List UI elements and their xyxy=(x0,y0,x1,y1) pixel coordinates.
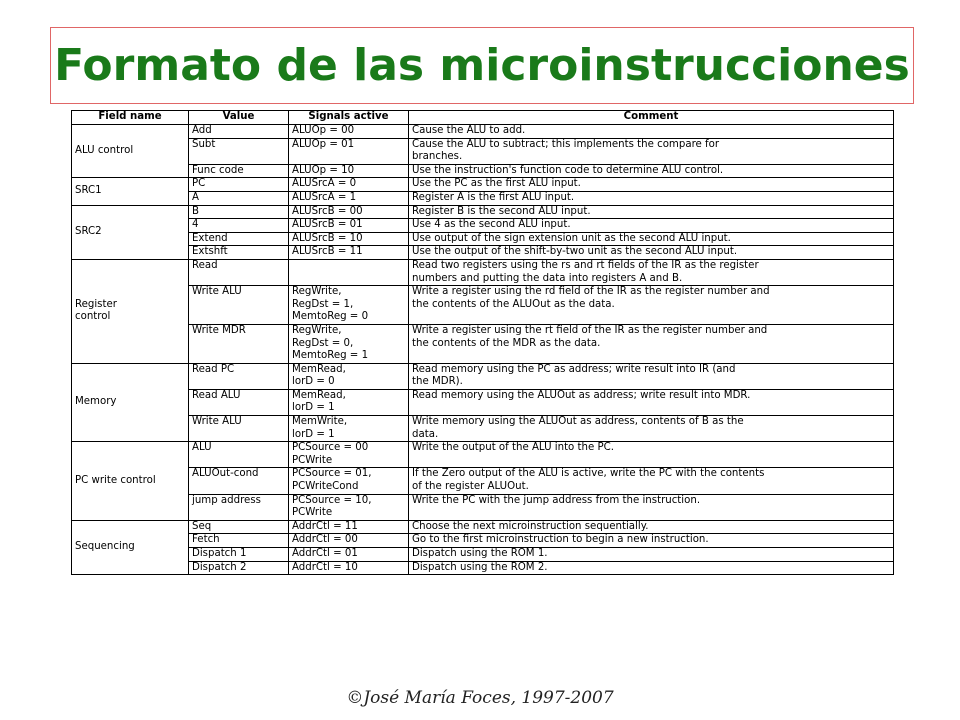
field-name-cell: Register control xyxy=(72,259,189,363)
comment-cell: Write the output of the ALU into the PC. xyxy=(409,442,894,468)
table-row xyxy=(72,138,894,164)
column-header: Comment xyxy=(409,111,894,125)
value-cell: Read PC xyxy=(189,363,289,389)
comment-cell: Use the instruction's function code to determine ALU control. xyxy=(409,164,894,178)
comment-cell: Dispatch using the ROM 2. xyxy=(409,561,894,575)
value-cell: Dispatch 2 xyxy=(189,561,289,575)
value-cell: Write MDR xyxy=(189,324,289,363)
value-cell: 4 xyxy=(189,219,289,233)
comment-cell: Register A is the first ALU input. xyxy=(409,191,894,205)
signals-cell: PCSource = 10, PCWrite xyxy=(289,494,409,520)
table-row xyxy=(72,191,894,205)
comment-cell: Choose the next microinstruction sequentially. xyxy=(409,520,894,534)
value-cell: B xyxy=(189,205,289,219)
value-cell: Add xyxy=(189,125,289,139)
table-row xyxy=(72,363,894,389)
table-row xyxy=(72,259,894,285)
table-row xyxy=(72,520,894,534)
comment-cell: Write the PC with the jump address from the instruction. xyxy=(409,494,894,520)
table-row xyxy=(72,548,894,562)
table-row xyxy=(72,178,894,192)
table-row xyxy=(72,246,894,260)
comment-cell: Write a register using the rt field of the IR as the register number and the contents of the MDR as the data. xyxy=(409,324,894,363)
comment-cell: Read two registers using the rs and rt fields of the IR as the register numbers and putting the data into registers A and B. xyxy=(409,259,894,285)
column-header: Field name xyxy=(72,111,189,125)
table-row xyxy=(72,416,894,442)
table-row xyxy=(72,324,894,363)
value-cell: PC xyxy=(189,178,289,192)
signals-cell: MemRead, lorD = 0 xyxy=(289,363,409,389)
table-row xyxy=(72,389,894,415)
signals-cell: PCSource = 01, PCWriteCond xyxy=(289,468,409,494)
value-cell: Subt xyxy=(189,138,289,164)
value-cell: Read ALU xyxy=(189,389,289,415)
signals-cell: ALUOp = 00 xyxy=(289,125,409,139)
table-row xyxy=(72,164,894,178)
signals-cell: ALUSrcB = 00 xyxy=(289,205,409,219)
table-row xyxy=(72,494,894,520)
signals-cell xyxy=(289,259,409,285)
comment-cell: Use the output of the shift-by-two unit as the second ALU input. xyxy=(409,246,894,260)
table-row xyxy=(72,534,894,548)
signals-cell: RegWrite, RegDst = 0, MemtoReg = 1 xyxy=(289,324,409,363)
signals-cell: AddrCtl = 01 xyxy=(289,548,409,562)
comment-cell: Write memory using the ALUOut as address, contents of B as the data. xyxy=(409,416,894,442)
page-title: Formato de las microinstrucciones xyxy=(54,40,910,91)
signals-cell: MemWrite, lorD = 1 xyxy=(289,416,409,442)
table-row xyxy=(72,561,894,575)
value-cell: Fetch xyxy=(189,534,289,548)
comment-cell: Use the PC as the first ALU input. xyxy=(409,178,894,192)
signals-cell: ALUSrcB = 11 xyxy=(289,246,409,260)
value-cell: Read xyxy=(189,259,289,285)
column-header: Signals active xyxy=(289,111,409,125)
field-name-cell: Memory xyxy=(72,363,189,442)
title-box xyxy=(50,27,914,104)
field-name-cell: Sequencing xyxy=(72,520,189,574)
comment-cell: Cause the ALU to subtract; this implements the compare for branches. xyxy=(409,138,894,164)
field-name-cell: SRC1 xyxy=(72,178,189,205)
signals-cell: AddrCtl = 11 xyxy=(289,520,409,534)
value-cell: Dispatch 1 xyxy=(189,548,289,562)
signals-cell: ALUSrcB = 10 xyxy=(289,232,409,246)
field-name-cell: ALU control xyxy=(72,125,189,178)
comment-cell: Go to the first microinstruction to begin a new instruction. xyxy=(409,534,894,548)
microinstruction-table xyxy=(71,110,894,575)
table-row xyxy=(72,442,894,468)
table-row xyxy=(72,219,894,233)
table-row xyxy=(72,468,894,494)
copyright-footer: ©José María Foces, 1997-2007 xyxy=(346,688,614,708)
signals-cell: ALUSrcA = 1 xyxy=(289,191,409,205)
signals-cell: AddrCtl = 10 xyxy=(289,561,409,575)
signals-cell: ALUSrcA = 0 xyxy=(289,178,409,192)
value-cell: Extshft xyxy=(189,246,289,260)
value-cell: Write ALU xyxy=(189,416,289,442)
value-cell: ALUOut-cond xyxy=(189,468,289,494)
table-body xyxy=(72,125,894,575)
signals-cell: AddrCtl = 00 xyxy=(289,534,409,548)
column-header: Value xyxy=(189,111,289,125)
signals-cell: ALUSrcB = 01 xyxy=(289,219,409,233)
value-cell: Write ALU xyxy=(189,286,289,325)
table-row xyxy=(72,125,894,139)
comment-cell: Write a register using the rd field of the IR as the register number and the contents of the ALUOut as the data. xyxy=(409,286,894,325)
table-row xyxy=(72,232,894,246)
value-cell: Seq xyxy=(189,520,289,534)
comment-cell: If the Zero output of the ALU is active, write the PC with the contents of the register ALUOut. xyxy=(409,468,894,494)
signals-cell: RegWrite, RegDst = 1, MemtoReg = 0 xyxy=(289,286,409,325)
value-cell: Func code xyxy=(189,164,289,178)
value-cell: A xyxy=(189,191,289,205)
comment-cell: Read memory using the ALUOut as address; write result into MDR. xyxy=(409,389,894,415)
comment-cell: Read memory using the PC as address; write result into IR (and the MDR). xyxy=(409,363,894,389)
signals-cell: MemRead, lorD = 1 xyxy=(289,389,409,415)
value-cell: ALU xyxy=(189,442,289,468)
table-header-row xyxy=(72,111,894,125)
table-row xyxy=(72,205,894,219)
signals-cell: ALUOp = 10 xyxy=(289,164,409,178)
comment-cell: Cause the ALU to add. xyxy=(409,125,894,139)
comment-cell: Use output of the sign extension unit as the second ALU input. xyxy=(409,232,894,246)
signals-cell: ALUOp = 01 xyxy=(289,138,409,164)
comment-cell: Dispatch using the ROM 1. xyxy=(409,548,894,562)
field-name-cell: SRC2 xyxy=(72,205,189,259)
comment-cell: Use 4 as the second ALU input. xyxy=(409,219,894,233)
table-row xyxy=(72,286,894,325)
field-name-cell: PC write control xyxy=(72,442,189,521)
comment-cell: Register B is the second ALU input. xyxy=(409,205,894,219)
signals-cell: PCSource = 00 PCWrite xyxy=(289,442,409,468)
value-cell: jump address xyxy=(189,494,289,520)
value-cell: Extend xyxy=(189,232,289,246)
